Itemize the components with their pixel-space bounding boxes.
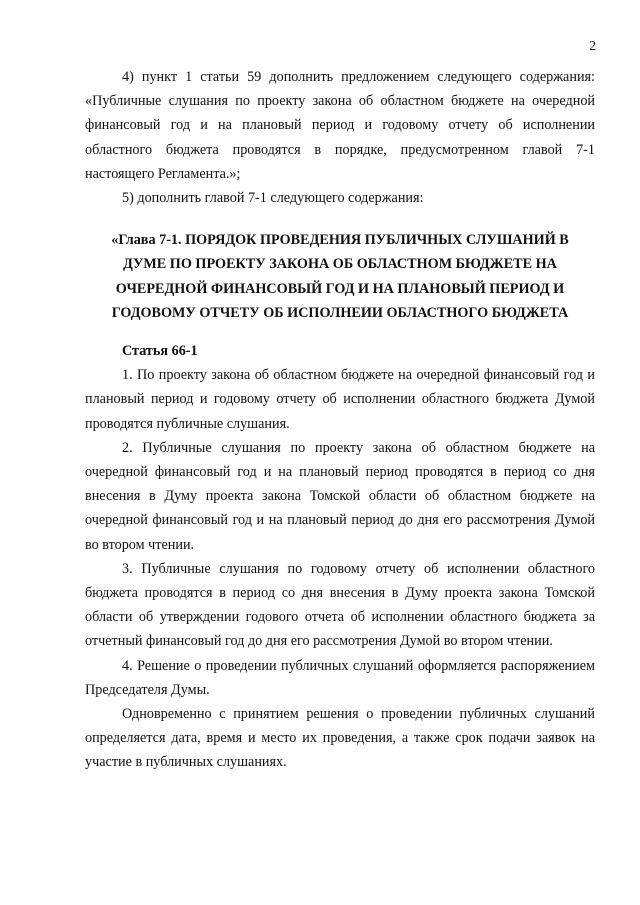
article-paragraph-2: 2. Публичные слушания по проекту закона об областном бюджете на очередной финансовый год и на плановый период проводятся в период со дня внесения в Думу проекта закона Томской области об областном бюджете на очередной финансовый год и на плановый период до дня его рассмотрения Думой во втором чтении. — [85, 439, 595, 553]
article-paragraph-4: 4. Решение о проведении публичных слушаний оформляется распоряжением Председателя Думы. — [85, 657, 595, 698]
paragraph-amend-article-59: 4) пункт 1 статьи 59 дополнить предложением следующего содержания: «Публичные слушания по проекту закона об областном бюджете на очередной финансовый год и на плановый период и годовому отчету об исполнении областного бюджета проводятся в порядке, предусмотренном главой 7-1 настоящего Регламента.»; — [85, 69, 595, 182]
chapter-heading: «Глава 7-1. ПОРЯДОК ПРОВЕДЕНИЯ ПУБЛИЧНЫХ СЛУШАНИЙ В ДУМЕ ПО ПРОЕКТУ ЗАКОНА ОБ ОБЛАСТНОМ БЮДЖЕТЕ НА ОЧЕРЕДНОЙ ФИНАНСОВЫЙ ГОД И НА ПЛАНОВЫЙ ПЕРИОД И ГОДОВОМУ ОТЧЕТУ ОБ ИСПОЛНЕИИ ОБЛАСТНОГО БЮДЖЕТА — [111, 232, 569, 321]
document-body — [85, 65, 595, 775]
page-number: 2 — [589, 38, 596, 53]
article-paragraph-1: 1. По проекту закона об областном бюджете на очередной финансовый год и плановый период и годовому отчету об исполнении областного бюджета Думой проводятся публичные слушания. — [85, 367, 595, 432]
article-title: Статья 66-1 — [122, 343, 198, 360]
article-paragraph-3: 3. Публичные слушания по годовому отчету об исполнении областного бюджета проводятся в период со дня внесения в Думу проекта закона Томской области об утверждении годового отчета об исполнении областного бюджета за отчетный финансовый год до дня его рассмотрения Думой во втором чтении. — [85, 560, 595, 650]
article-paragraph-5: Одновременно с принятием решения о проведении публичных слушаний определяется дата, время и место их проведения, а также срок подачи заявок на участие в публичных слушаниях. — [85, 706, 595, 771]
paragraph-add-chapter: 5) дополнить главой 7-1 следующего содержания: — [122, 190, 424, 207]
